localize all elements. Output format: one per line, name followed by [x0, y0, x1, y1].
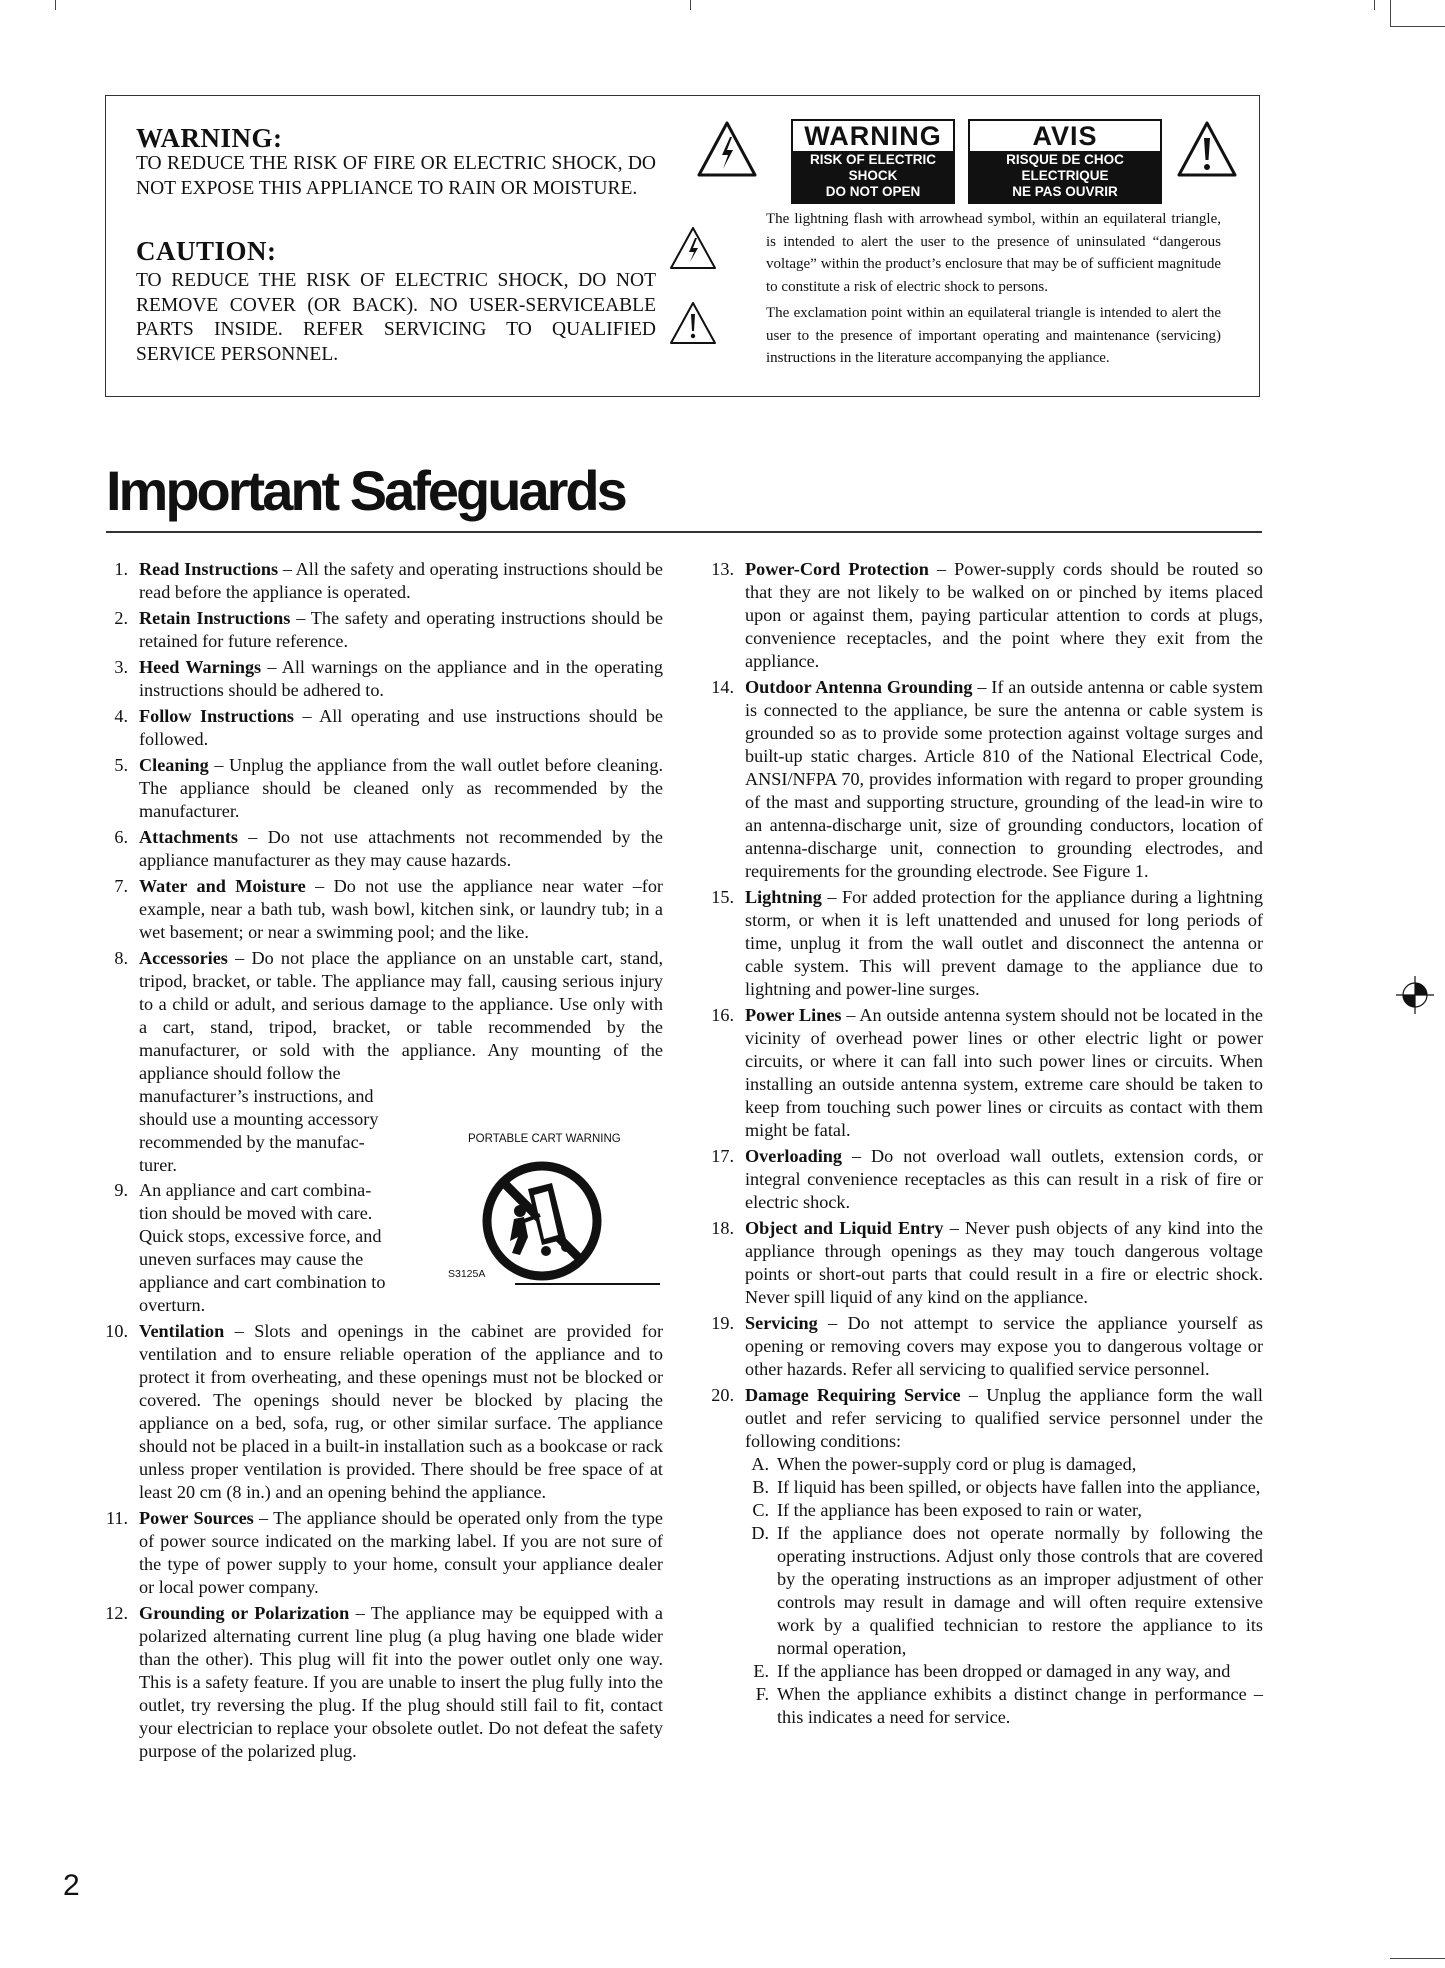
- safeguard-item: 11. Power Sources – The appliance should be operated only from the type of power source indicated on the marking label. If you are not sure of the type of power supply to your home, consult your appliance dealer or local power company.: [105, 1508, 663, 1597]
- label-avis-line2: NE PAS OUVRIR: [1012, 184, 1118, 199]
- safeguard-item: 4. Follow Instructions – All operating and use instructions should be followed.: [114, 706, 663, 749]
- condition-item: A. When the power-supply cord or plug is damaged,: [751, 1454, 1137, 1474]
- lightning-explanation: The lightning flash with arrowhead symbol, within an equilateral triangle, is intended to alert the user to the presence of uninsulated “dangerous voltage” within the product’s enclosure that may be of sufficient magnitude to constitute a risk of electric shock to persons.: [766, 211, 1221, 295]
- page-number: 2: [63, 1869, 80, 1902]
- cart-floor-line: [515, 1283, 660, 1285]
- registration-mark-icon: [1396, 976, 1434, 1014]
- label-avis-big: AVIS: [1032, 121, 1098, 151]
- warning-text: TO REDUCE THE RISK OF FIRE OR ELECTRIC SHOCK, DO NOT EXPOSE THIS APPLIANCE TO RAIN OR MOISTURE.: [136, 153, 656, 199]
- safeguard-item: 19. Servicing – Do not attempt to service the appliance yourself as opening or removing covers may expose you to dangerous voltage or other hazards. Refer all servicing to qualified service personnel.: [711, 1313, 1263, 1379]
- condition-item: D. If the appliance does not operate normally by following the operating instructions. Adjust only those controls that are covered by the operating instructions as an improper adjustment of other controls may result in damage and will often require extensive work by a qualified technician to restore the appliance to its normal operation,: [751, 1523, 1263, 1658]
- crop-mark: [1390, 1958, 1445, 1959]
- safeguard-item: 16. Power Lines – An outside antenna system should not be located in the vicinity of overhead power lines or other electric light or power circuits, or where it can fall into such power lines or circuits. When installing an outside antenna system, extreme care should be taken to keep from touching such power lines or circuits as contact with them might be fatal.: [711, 1005, 1263, 1140]
- safeguard-item: 10. Ventilation – Slots and openings in the cabinet are provided for ventilation and to ensure reliable operation of the appliance and to protect it from overheating, and these openings must not be blocked or covered. The openings should never be blocked by placing the appliance on a bed, sofa, rug, or other similar surface. The appliance should not be placed in a built-in installation such as a bookcase or rack unless proper ventilation is provided. There should be free space of at least 20 cm (8 in.) and an opening behind the appliance.: [105, 1321, 663, 1502]
- label-warning-line1: RISK OF ELECTRIC SHOCK: [809, 152, 936, 183]
- crop-mark: [1374, 0, 1375, 10]
- caution-title: CAUTION:: [136, 236, 277, 266]
- safeguard-item: 12. Grounding or Polarization – The appliance may be equipped with a polarized alternating current line plug (a plug having one blade wider than the other). This plug will fit into the power outlet only one way. This is a safety feature. If you are unable to insert the plug fully into the outlet, try reversing the plug. If the plug should still fail to fit, contact your electrician to replace your obsolete outlet. Do not defeat the safety purpose of the polarized plug.: [105, 1603, 663, 1761]
- avis-label: [968, 119, 1162, 204]
- right-column: [713, 558, 1263, 1732]
- label-warning-line2: DO NOT OPEN: [825, 184, 921, 199]
- lightning-triangle-icon: [696, 120, 758, 178]
- safeguard-item: 2. Retain Instructions – The safety and operating instructions should be retained for future reference.: [114, 608, 663, 651]
- cart-code: S3125A: [448, 1268, 486, 1280]
- safeguard-item: 9. An appliance and cart combina- tion should be moved with care. Quick stops, excessive force, and uneven surfaces may cause the appliance and cart combination to overturn.: [114, 1180, 386, 1315]
- warning-label: [791, 119, 955, 204]
- lightning-triangle-icon: [669, 226, 717, 270]
- safeguard-item: 18. Object and Liquid Entry – Never push objects of any kind into the appliance through openings as they may touch dangerous voltage points or short-out parts that could result in a fire or electric shock. Never spill liquid of any kind on the appliance.: [711, 1218, 1263, 1307]
- title-rule: [106, 531, 1262, 533]
- label-avis-line1: RISQUE DE CHOC ELECTRIQUE: [1006, 152, 1124, 183]
- condition-item: B. If liquid has been spilled, or objects have fallen into the appliance,: [752, 1477, 1261, 1497]
- portable-cart-warning: [440, 1133, 660, 1288]
- caution-text: TO REDUCE THE RISK OF ELECTRIC SHOCK, DO NOT REMOVE COVER (OR BACK). NO USER-SERVICEABLE PARTS INSIDE. REFER SERVICING TO QUALIFIED SERVICE PERSONNEL.: [136, 270, 656, 365]
- exclamation-triangle-icon: [669, 301, 717, 345]
- page-title: Important Safeguards: [106, 459, 625, 522]
- safeguard-item: 8. Accessories – Do not place the appliance on an unstable cart, stand, tripod, bracket, or table. The appliance may fall, causing serious injury to a child or adult, and serious damage to the appliance. Use only with a cart, stand, tripod, bracket, or table recommended by the manufacturer, or sold with the appliance. Any mounting of the appliance should follow the manufacturer’s instructions, and should use a mounting accessory recommended by the manufac- turer.: [114, 948, 663, 1175]
- crop-mark: [1390, 26, 1445, 27]
- condition-item: C. If the appliance has been exposed to rain or water,: [752, 1500, 1142, 1520]
- safeguard-item: 7. Water and Moisture – Do not use the appliance near water –for example, near a bath tub, wash bowl, kitchen sink, or laundry tub; in a wet basement; or near a swimming pool; and the like.: [114, 876, 663, 942]
- safeguard-item: 14. Outdoor Antenna Grounding – If an outside antenna or cable system is connected to the appliance, be sure the antenna or cable system is grounded so as to provide some protection against voltage surges and built-up static charges. Article 810 of the National Electrical Code, ANSI/NFPA 70, provides information with regard to proper grounding of the mast and supporting structure, grounding of the lead-in wire to an antenna-discharge unit, size of grounding conductors, location of antenna-discharge unit, connection to grounding electrodes, and requirements for the grounding electrode. See Figure 1.: [711, 677, 1264, 881]
- safeguard-item: 6. Attachments – Do not use attachments not recommended by the appliance manufacturer as they may cause hazards.: [114, 827, 663, 870]
- safeguard-item: 17. Overloading – Do not overload wall outlets, extension cords, or integral convenience receptacles as this can result in a risk of fire or electric shock.: [711, 1146, 1263, 1212]
- exclamation-explanation: The exclamation point within an equilateral triangle is intended to alert the user to the presence of important operating and maintenance (servicing) instructions in the literature accompanying the appliance.: [766, 305, 1221, 366]
- cart-tip-over-icon: [480, 1159, 605, 1284]
- crop-mark: [55, 0, 56, 10]
- safeguard-item: 1. Read Instructions – All the safety and operating instructions should be read before the appliance is operated.: [114, 559, 663, 602]
- label-warning-big: WARNING: [804, 121, 942, 151]
- cart-caption: PORTABLE CART WARNING: [468, 1133, 621, 1145]
- crop-mark: [1390, 0, 1391, 26]
- safeguard-item: 5. Cleaning – Unplug the appliance from the wall outlet before cleaning. The appliance should be cleaned only as recommended by the manufacturer.: [114, 755, 663, 821]
- safeguard-item: 15. Lightning – For added protection for the appliance during a lightning storm, or when it is left unattended and unused for long periods of time, unplug it from the wall outlet and disconnect the antenna or cable system. This will prevent damage to the appliance due to lightning and power-line surges.: [711, 887, 1263, 999]
- exclamation-triangle-icon: [1176, 120, 1238, 178]
- safeguard-item: 20. Damage Requiring Service – Unplug the appliance form the wall outlet and refer servicing to qualified service personnel under the following conditions: A. When the power-supply cord or plug is damaged, B. If liquid has been spilled, or objects have fallen into the appliance, C. If the appliance has been exposed to rain or water, D. If the appliance does not operate normally by following the operating instructions. Adjust only those controls that are covered by the operating instructions as an improper adjustment of other controls may result in damage and will often require extensive work by a qualified technician to restore the appliance to its normal operation, E. If the appliance has been dropped or damaged in any way, and F. When the appliance exhibits a distinct change in performance – this indicates a need for service.: [711, 1385, 1263, 1727]
- warning-title: WARNING:: [136, 123, 283, 153]
- safeguard-item: 3. Heed Warnings – All warnings on the appliance and in the operating instructions should be adhered to.: [114, 657, 663, 700]
- warning-box: [105, 95, 1260, 397]
- condition-item: F. When the appliance exhibits a distinct change in performance – this indicates a need for service.: [755, 1684, 1263, 1727]
- crop-mark: [690, 0, 691, 10]
- condition-item: E. If the appliance has been dropped or damaged in any way, and: [753, 1661, 1231, 1681]
- safeguard-item: 13. Power-Cord Protection – Power-supply cords should be routed so that they are not likely to be walked on or pinched by items placed upon or against them, paying particular attention to cords at plugs, convenience receptacles, and the point where they exit from the appliance.: [711, 559, 1264, 671]
